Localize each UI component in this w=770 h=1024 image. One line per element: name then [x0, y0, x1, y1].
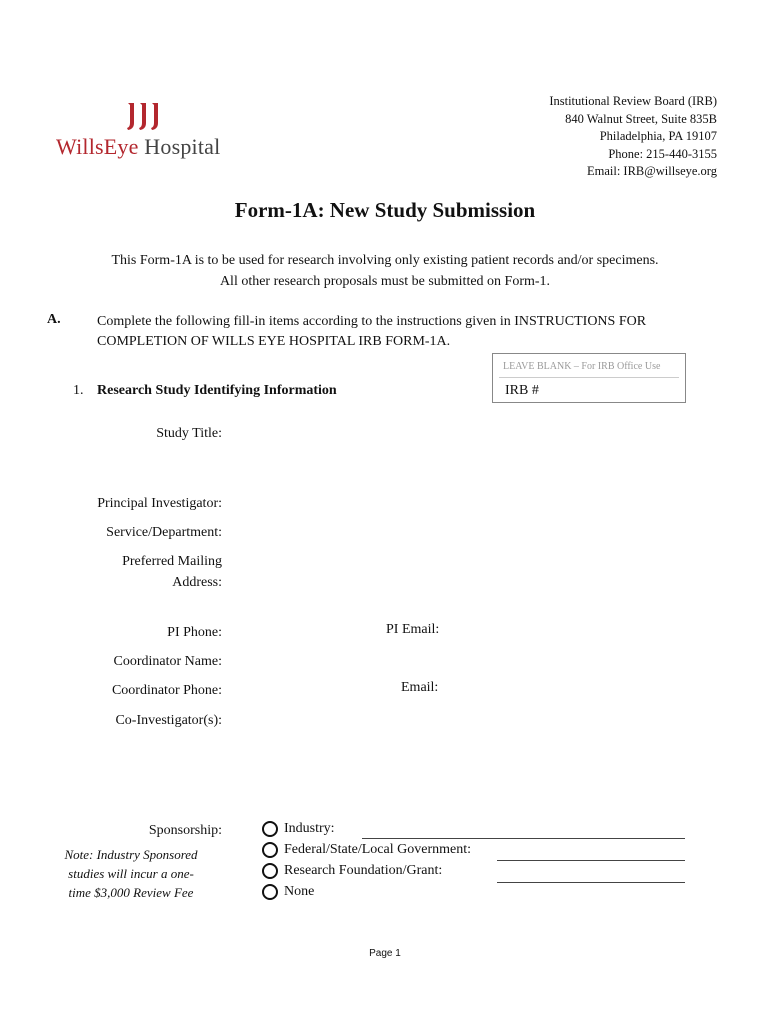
- industry-fill-line[interactable]: [362, 838, 685, 839]
- sponsorship-option-foundation[interactable]: [262, 863, 442, 879]
- co-investigators-label: Co-Investigator(s):: [115, 713, 222, 728]
- mailing-address-label: [122, 551, 222, 593]
- option-label: Industry:: [284, 821, 335, 836]
- principal-investigator-label: Principal Investigator:: [97, 496, 222, 511]
- form-intro: [0, 250, 770, 292]
- section-a-label: A.: [47, 312, 61, 327]
- option-label: Federal/State/Local Government:: [284, 842, 471, 857]
- radio-button[interactable]: [262, 842, 278, 858]
- coordinator-phone-label: Coordinator Phone:: [111, 683, 222, 698]
- pi-phone-label: PI Phone:: [167, 625, 222, 640]
- item-1-number: 1.: [73, 383, 84, 398]
- section-a-instructions: Complete the following fill-in items according to the instructions given in INSTRUCTIONS FOR COMPLETION OF WILLS EYE HOSPITAL IRB FORM-1A.: [97, 314, 647, 349]
- mailing-address-label-line: Address:: [172, 575, 222, 590]
- intro-line: This Form-1A is to be used for research involving only existing patient records and/or specimens.: [111, 253, 659, 268]
- wills-eye-logo-mark: [126, 103, 162, 131]
- irb-office-box: [492, 353, 686, 403]
- option-label: Research Foundation/Grant:: [284, 863, 443, 878]
- logo-hospital: Hospital: [138, 134, 221, 159]
- irb-leave-blank-note: LEAVE BLANK – For IRB Office Use: [503, 361, 661, 372]
- note-line: time $3,000 Review Fee: [68, 885, 194, 900]
- foundation-fill-line[interactable]: [497, 882, 685, 883]
- address-line: Institutional Review Board (IRB): [549, 94, 717, 108]
- address-line: Phone: 215-440-3155: [608, 146, 717, 161]
- intro-line: All other research proposals must be submitted on Form-1.: [219, 274, 551, 289]
- radio-button[interactable]: [262, 821, 278, 837]
- radio-button[interactable]: [262, 863, 278, 879]
- irb-box-divider: [499, 377, 679, 378]
- sponsorship-option-none[interactable]: [262, 884, 314, 900]
- coordinator-email-label: Email:: [401, 680, 439, 695]
- logo-wills-eye: WillsEye: [56, 134, 139, 159]
- study-title-label: Study Title:: [156, 426, 222, 441]
- address-line: Philadelphia, PA 19107: [599, 129, 717, 143]
- mailing-address-label-line: Preferred Mailing: [122, 554, 222, 569]
- option-label: None: [284, 884, 315, 899]
- sponsorship-option-industry[interactable]: [262, 821, 335, 837]
- item-1-title: Research Study Identifying Information: [97, 383, 337, 398]
- pi-email-label: PI Email:: [386, 622, 440, 637]
- page-number: Page 1: [369, 948, 401, 959]
- irb-number-label: IRB #: [505, 383, 539, 398]
- industry-fee-note: [50, 845, 212, 902]
- service-department-label: Service/Department:: [106, 525, 222, 540]
- note-line: studies will incur a one-: [68, 866, 194, 881]
- address-line: Email: IRB@willseye.org: [586, 164, 717, 178]
- coordinator-name-label: Coordinator Name:: [113, 654, 222, 669]
- radio-button[interactable]: [262, 884, 278, 900]
- sponsorship-option-government[interactable]: [262, 842, 471, 858]
- note-line: Note: Industry Sponsored: [64, 847, 198, 862]
- government-fill-line[interactable]: [497, 860, 685, 861]
- logo-wordmark: [56, 134, 220, 160]
- irb-address-block: [549, 93, 717, 181]
- form-title: Form-1A: New Study Submission: [234, 198, 536, 222]
- sponsorship-label: Sponsorship:: [148, 823, 222, 838]
- address-line: 840 Walnut Street, Suite 835B: [565, 111, 717, 126]
